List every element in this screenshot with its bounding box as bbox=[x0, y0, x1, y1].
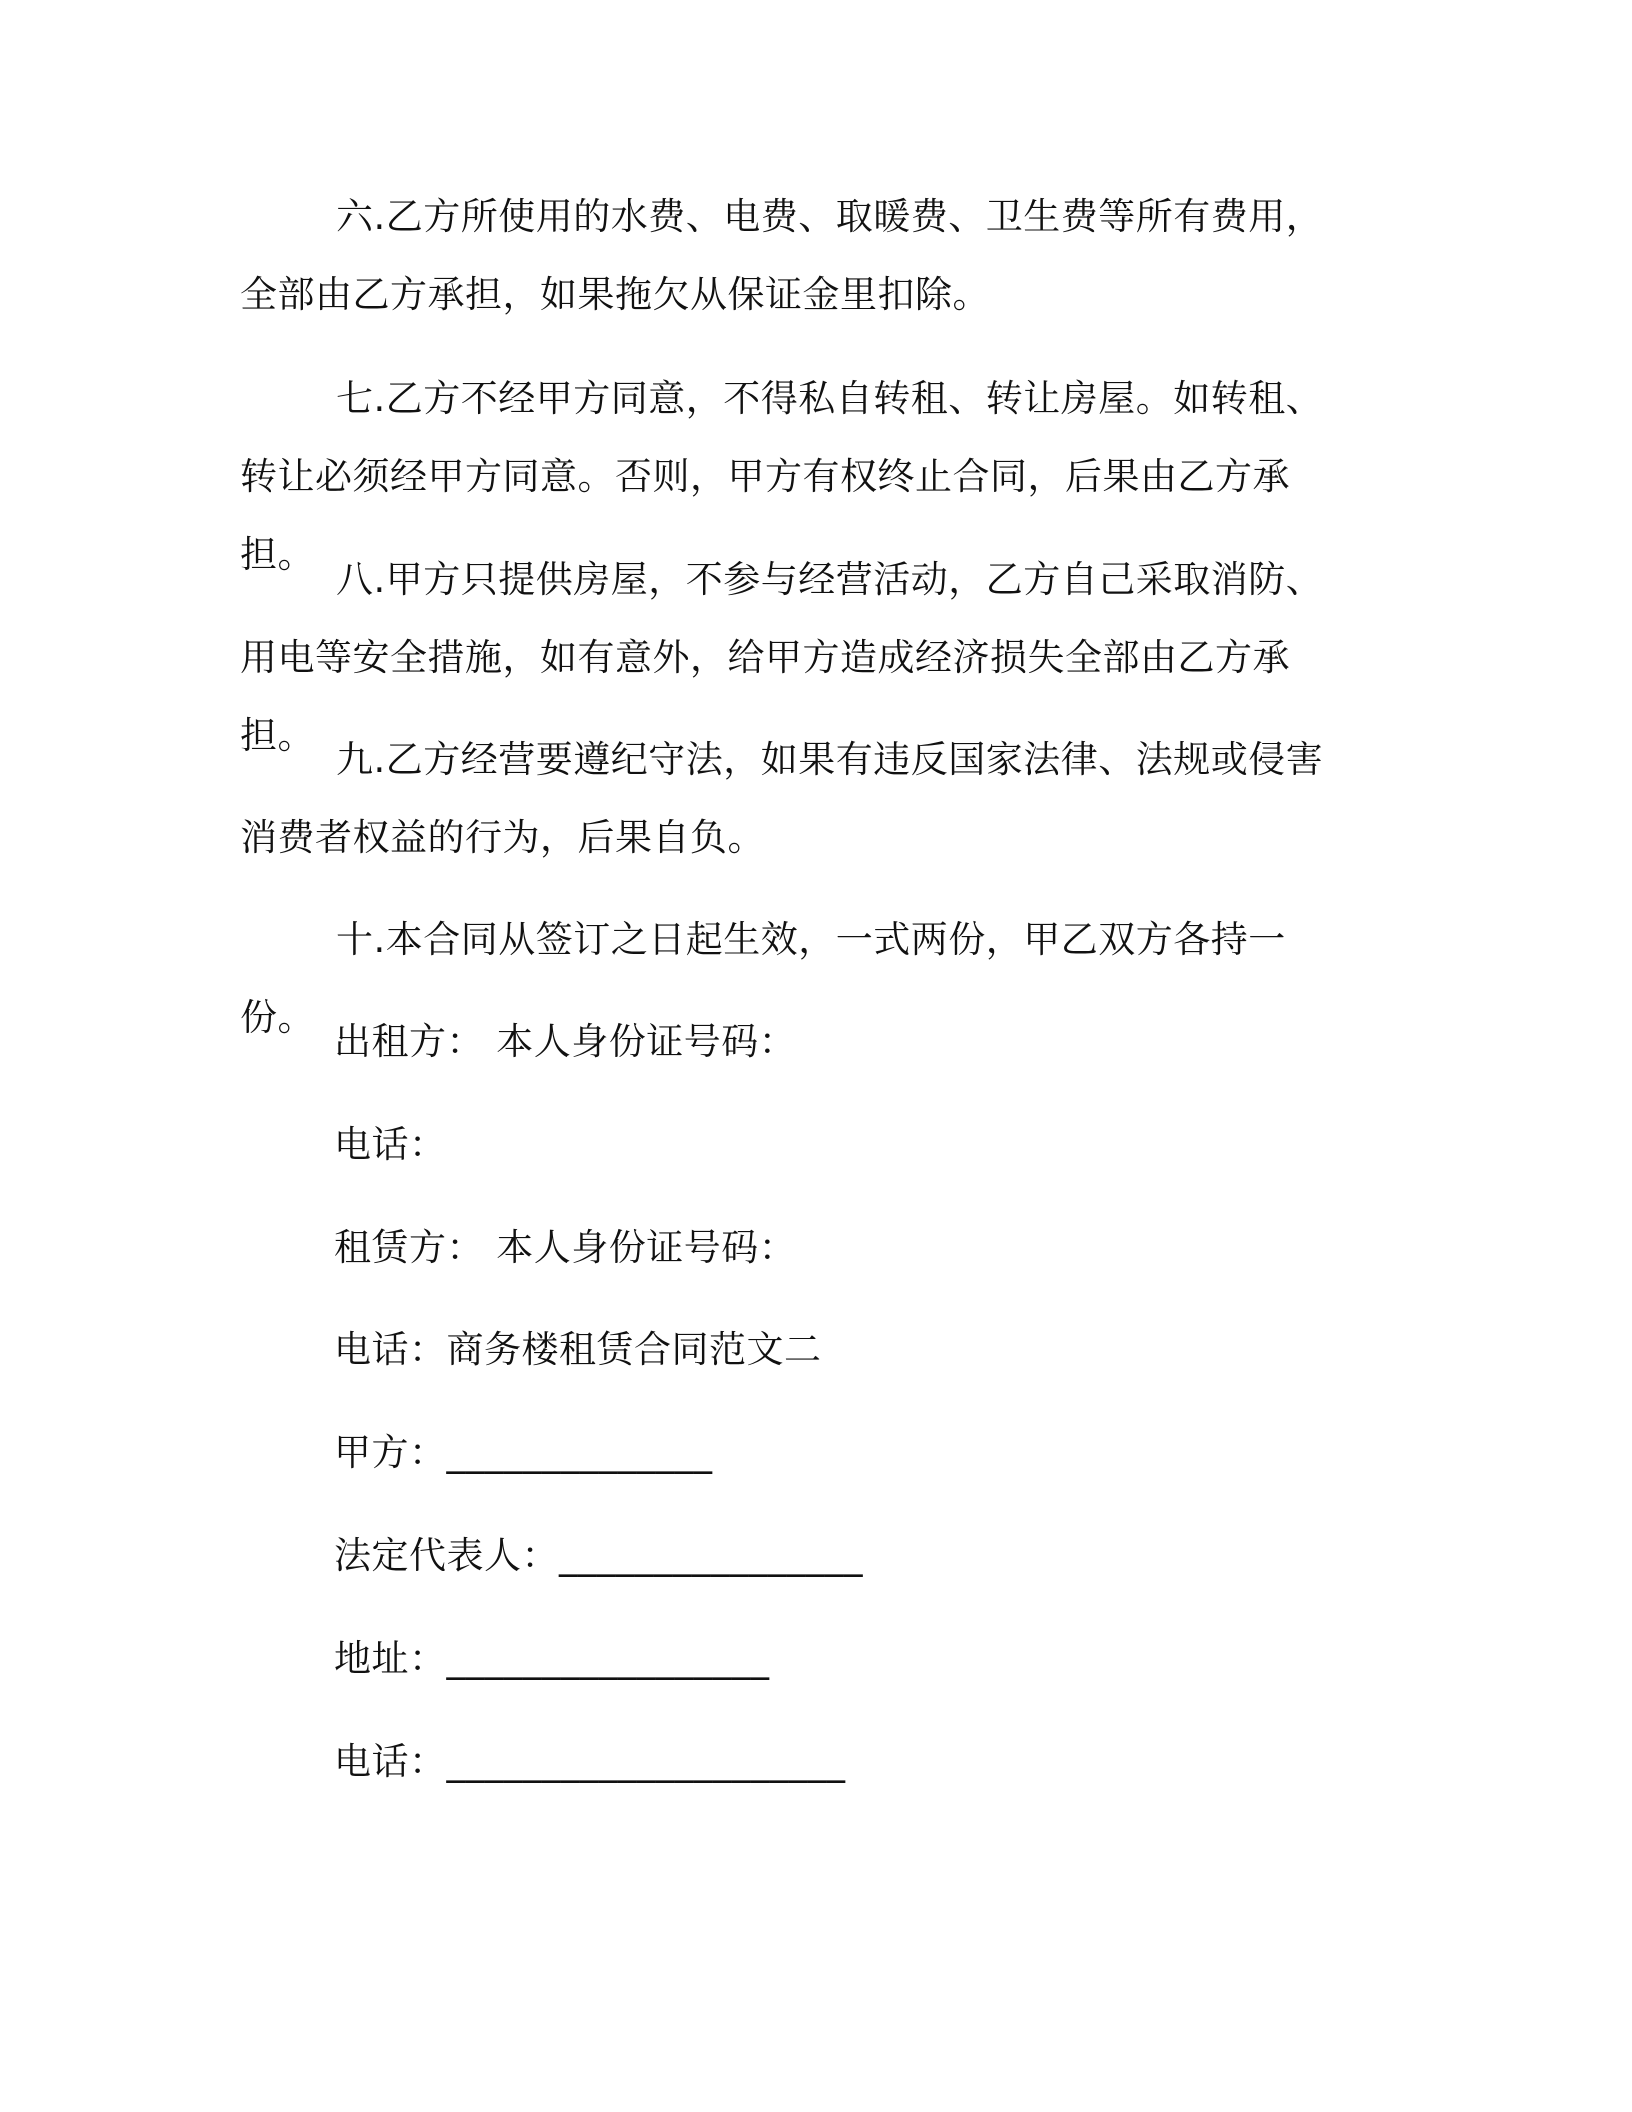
lessor-phone-line: 电话： bbox=[334, 1123, 447, 1166]
clause-8: 八.甲方只提供房屋，不参与经营活动，乙方自己采取消防、用电等安全措施，如有意外，给甲方造成经济损失全部由乙方承担。 bbox=[240, 558, 1324, 757]
clause-7: 七.乙方不经甲方同意，不得私自转租、转让房屋。如转租、转让必须经甲方同意。否则，甲方有权终止合同，后果由乙方承担。 bbox=[240, 377, 1324, 576]
party-a-line: 甲方：______________ bbox=[334, 1431, 713, 1474]
lessor-id-line: 出租方： 本人身份证号码： bbox=[334, 1020, 797, 1063]
legal-representative-line: 法定代表人：________________ bbox=[334, 1534, 863, 1577]
clause-6: 六.乙方所使用的水费、电费、取暖费、卫生费等所有费用，全部由乙方承担，如果拖欠从保证金里扣除。 bbox=[240, 195, 1324, 316]
lessee-id-line: 租赁方： 本人身份证号码： bbox=[334, 1226, 797, 1269]
clause-10: 十.本合同从签订之日起生效，一式两份，甲乙双方各持一份。 bbox=[240, 918, 1286, 1039]
clause-9: 九.乙方经营要遵纪守法，如果有违反国家法律、法规或侵害消费者权益的行为，后果自负。 bbox=[240, 738, 1324, 859]
lessee-phone-line: 电话：商务楼租赁合同范文二 bbox=[334, 1328, 822, 1371]
phone-line: 电话：_____________________ bbox=[334, 1740, 846, 1783]
address-line: 地址：_________________ bbox=[334, 1637, 770, 1680]
